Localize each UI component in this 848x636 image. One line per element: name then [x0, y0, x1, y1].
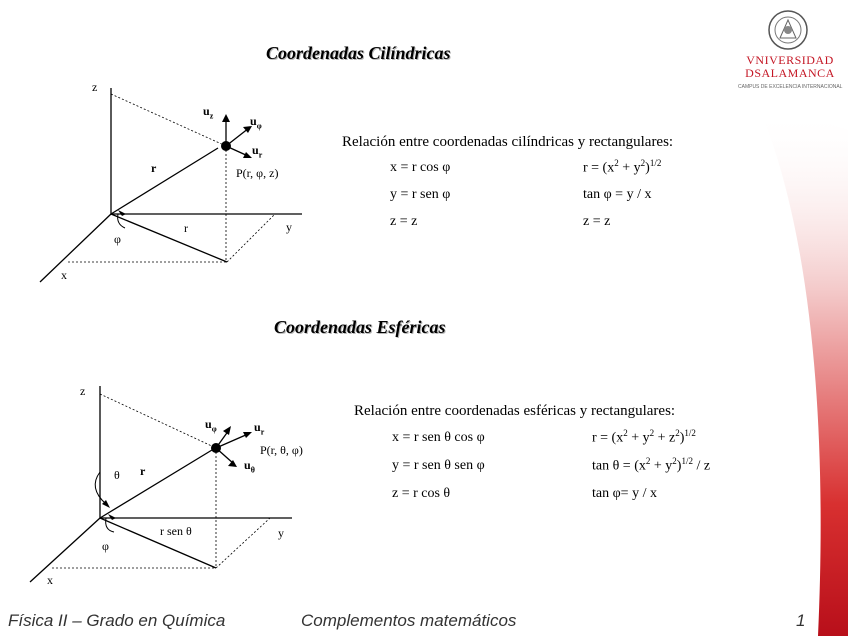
- cylindrical-title: Coordenadas Cilíndricas: [266, 43, 451, 63]
- cyl-eq-z: z = z: [390, 214, 418, 229]
- cyl-eq-z2: z = z: [583, 214, 611, 229]
- cyl-eq-r: $r = (x^2 + y^2)^{1/2}$: [583, 158, 662, 176]
- sph-phi-label: φ: [102, 539, 109, 553]
- cyl-y-label: y: [286, 220, 292, 234]
- cylindrical-diagram: [30, 78, 330, 288]
- sph-point-label: P(r, θ, φ): [260, 443, 303, 457]
- logo-line2: DSALAMANCA: [745, 66, 835, 80]
- footer-page-number: 1: [796, 611, 806, 630]
- cyl-phi-label: φ: [114, 232, 121, 246]
- cyl-uz-label: $u_z$: [203, 104, 214, 121]
- sph-x-label: x: [47, 573, 53, 587]
- cyl-eq-x: x = r cos φ: [390, 160, 451, 175]
- cyl-r-label: r: [151, 161, 157, 175]
- footer-course: Física II – Grado en Química: [8, 611, 226, 630]
- spherical-title: Coordenadas Esféricas: [274, 317, 446, 337]
- cylindrical-relation-heading: Relación entre coordenadas cilíndricas y rectangulares:: [342, 134, 674, 150]
- sph-eq-tanphi: tan φ= y / x: [592, 486, 657, 501]
- cyl-point-label: P(r, φ, z): [236, 166, 279, 180]
- cyl-rproj-label: r: [184, 221, 188, 235]
- sph-rsen-label: r sen θ: [160, 524, 192, 538]
- sph-y-label: y: [278, 526, 284, 540]
- sph-ur-label: $u_r$: [254, 420, 265, 437]
- spherical-diagram: [20, 380, 330, 590]
- cyl-eq-y: y = r sen φ: [390, 187, 451, 202]
- university-logo: [732, 8, 848, 98]
- sph-utheta-label: $u_\theta$: [244, 458, 255, 475]
- cyl-ur-label: $u_r$: [252, 143, 263, 160]
- spherical-relation-heading: Relación entre coordenadas esféricas y rectangulares:: [354, 403, 676, 419]
- cyl-uphi-label: $u_\varphi$: [250, 114, 262, 131]
- sph-eq-x: x = r sen θ cos φ: [392, 430, 485, 445]
- sph-eq-r: $r = (x^2 + y^2 + z^2)^{1/2}$: [592, 428, 696, 446]
- sph-r-label: r: [140, 464, 146, 478]
- cyl-eq-tan: tan φ = y / x: [583, 187, 652, 202]
- footer-topic: Complementos matemáticos: [301, 611, 517, 630]
- sph-theta-label: θ: [114, 468, 120, 482]
- logo-tagline: CAMPUS DE EXCELENCIA INTERNACIONAL: [738, 84, 843, 90]
- university-seal-icon: [768, 8, 808, 52]
- sph-eq-tantheta: $\tan \theta = (x^2 + y^2)^{1/2} / z$: [592, 456, 711, 474]
- sph-eq-y: y = r sen θ sen φ: [392, 458, 485, 473]
- logo-line1: VNIVERSIDAD: [746, 53, 834, 67]
- sph-eq-z: z = r cos θ: [392, 486, 451, 501]
- sph-uphi-label: $u_\varphi$: [205, 417, 217, 434]
- sph-z-label: z: [80, 384, 86, 398]
- cyl-x-label: x: [61, 268, 67, 282]
- cyl-z-label: z: [92, 80, 98, 94]
